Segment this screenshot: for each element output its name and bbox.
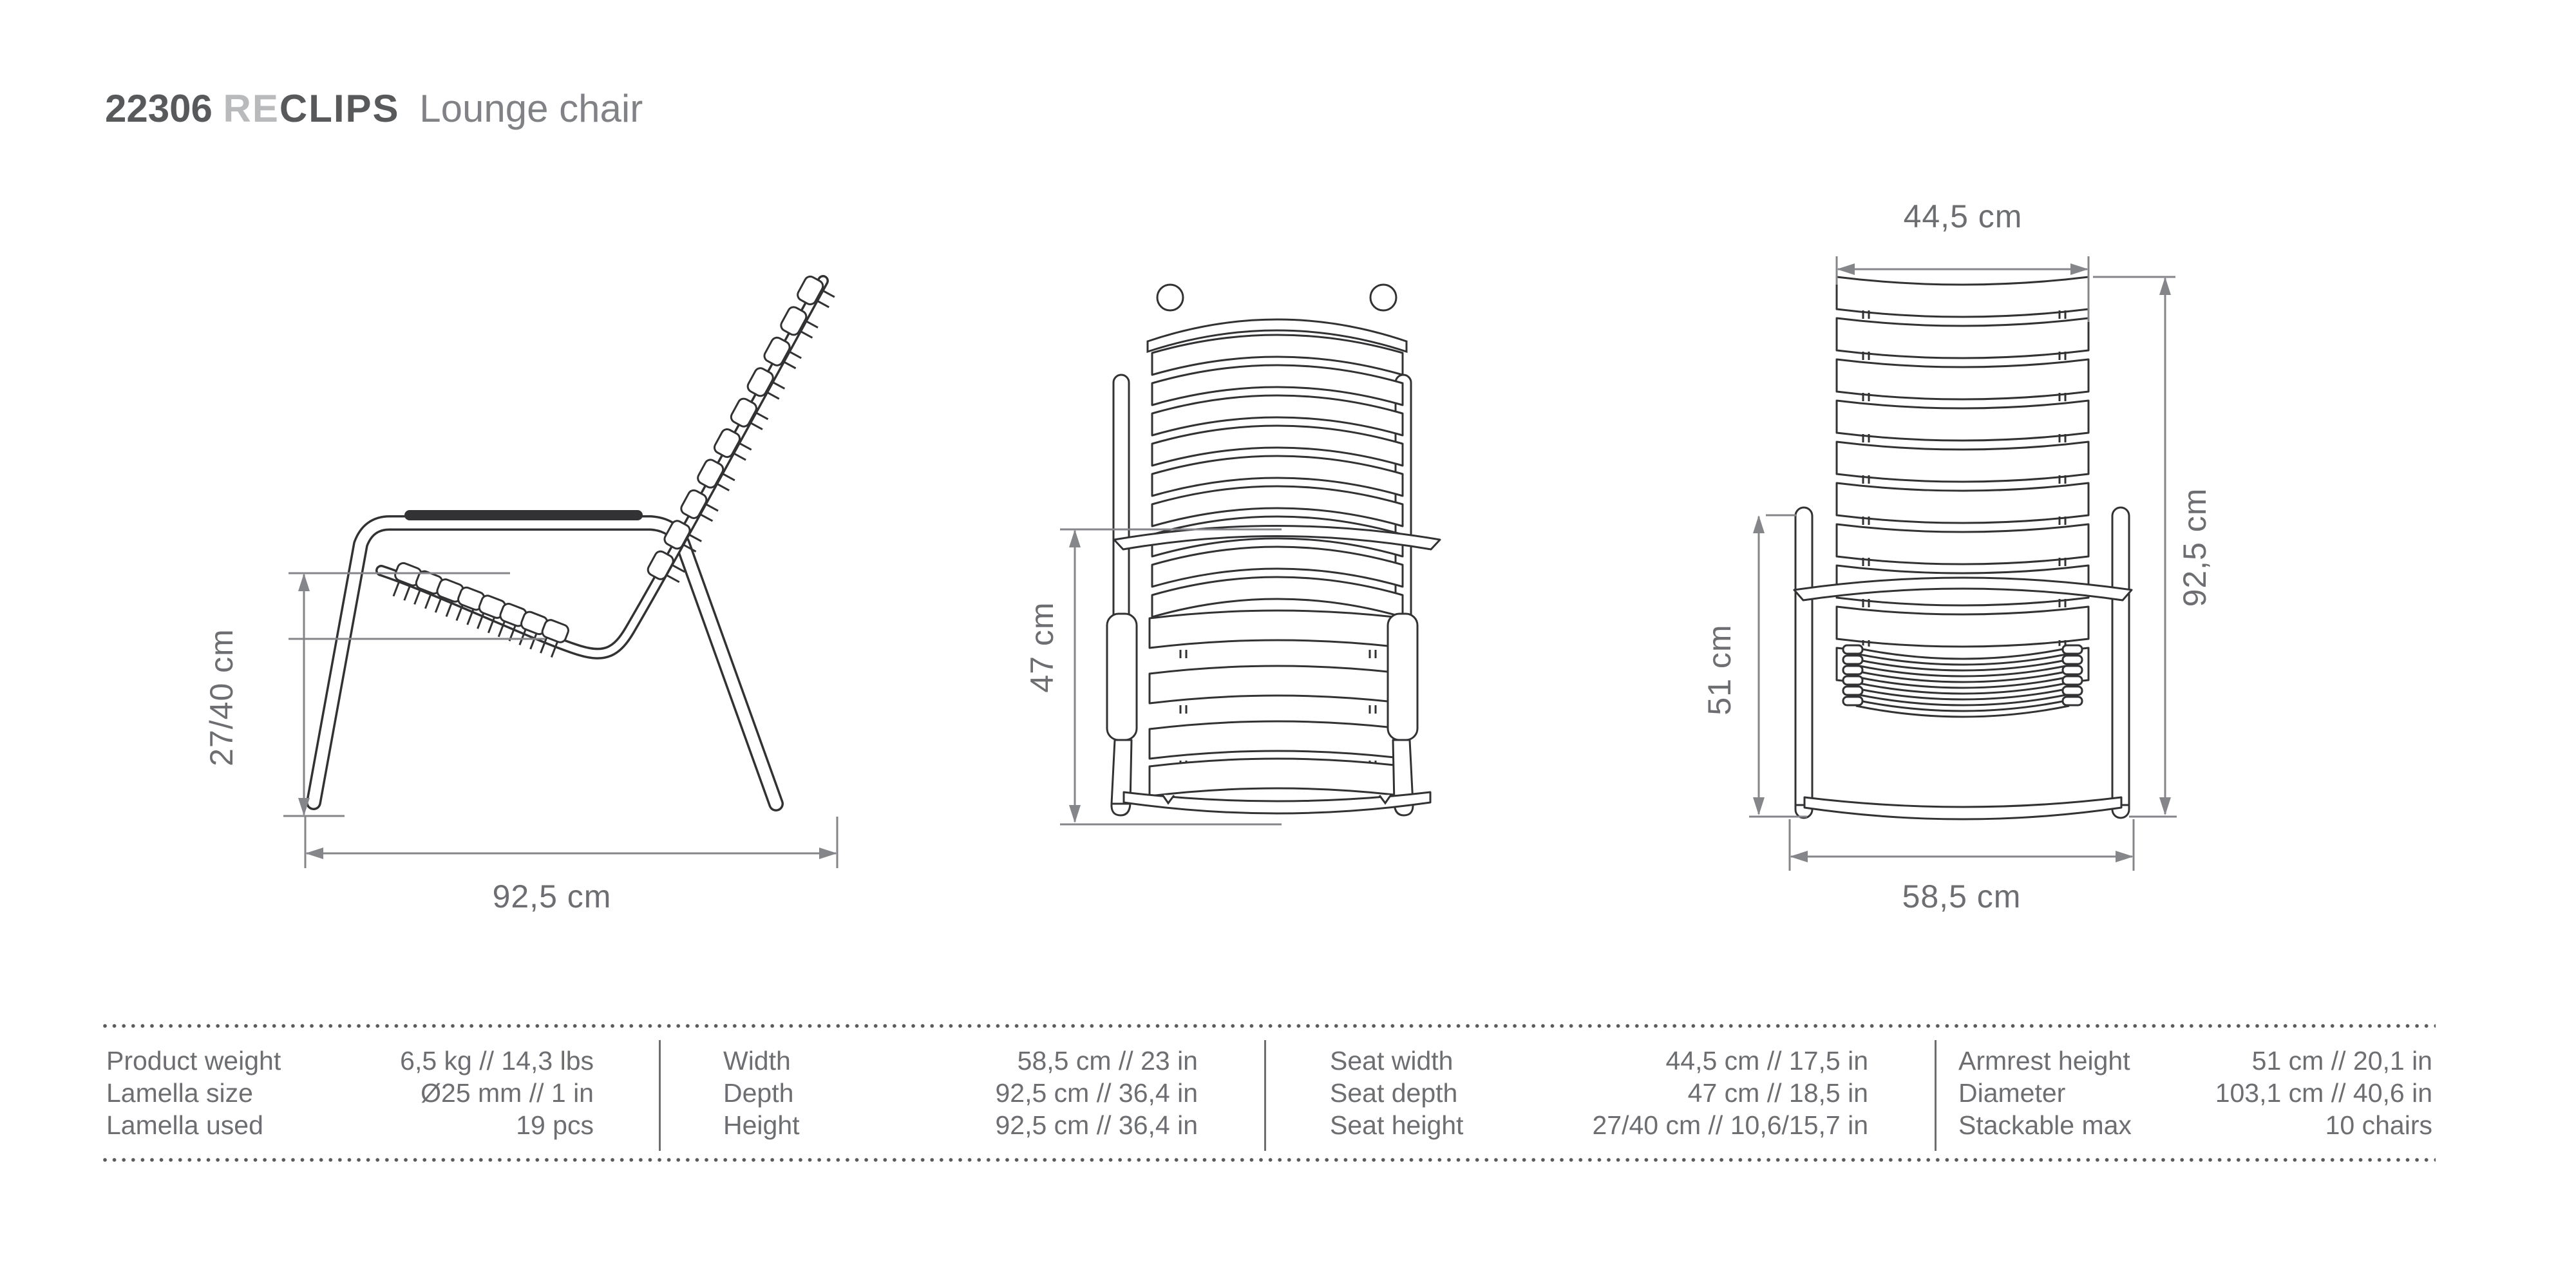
table-row [1958, 1045, 2432, 1077]
spec-value: 47 cm // 18,5 in [1687, 1077, 1868, 1108]
dimension-label-seat-height: 27/40 cm [204, 629, 240, 766]
spec-value: 10 chairs [2325, 1110, 2432, 1140]
spec-label: Stackable max [1958, 1110, 2132, 1140]
spec-label: Product weight [106, 1045, 281, 1076]
dimension-label-armrest-height: 51 cm [1701, 624, 1738, 716]
spec-value: Ø25 mm // 1 in [421, 1077, 594, 1108]
table-row [106, 1045, 594, 1077]
spec-label: Width [723, 1045, 791, 1076]
brand-name-dark: CLIPS [279, 87, 400, 130]
spec-label: Seat width [1330, 1045, 1454, 1076]
table-divider [1264, 1040, 1266, 1151]
spec-column-misc [1958, 1045, 2432, 1141]
spec-column-general [106, 1045, 594, 1141]
dimension-label-width: 58,5 cm [1902, 878, 2022, 915]
spec-label: Diameter [1958, 1077, 2066, 1108]
spec-column-seat [1330, 1045, 1868, 1141]
page-title [105, 89, 643, 129]
spec-label: Lamella used [106, 1110, 263, 1140]
spec-value: 58,5 cm // 23 in [1017, 1045, 1198, 1076]
table-border-top [103, 1024, 2436, 1028]
spec-label: Seat height [1330, 1110, 1464, 1140]
table-row [1330, 1045, 1868, 1077]
table-row [1330, 1077, 1868, 1109]
table-row [1958, 1109, 2432, 1141]
dimension-label-seat-width: 44,5 cm [1903, 198, 2023, 234]
spec-value: 27/40 cm // 10,6/15,7 in [1592, 1110, 1868, 1140]
spec-value: 51 cm // 20,1 in [2251, 1045, 2432, 1076]
table-row [1958, 1077, 2432, 1109]
spec-value: 44,5 cm // 17,5 in [1665, 1045, 1868, 1076]
spec-label: Seat depth [1330, 1077, 1458, 1108]
brand-name-light: RE [223, 87, 279, 130]
table-row [1330, 1109, 1868, 1141]
table-divider [659, 1040, 661, 1151]
spec-label: Depth [723, 1077, 794, 1108]
spec-value: 6,5 kg // 14,3 lbs [400, 1045, 594, 1076]
table-row [723, 1045, 1198, 1077]
spec-value: 19 pcs [516, 1110, 594, 1140]
table-row [723, 1077, 1198, 1109]
spec-label: Armrest height [1958, 1045, 2130, 1076]
back-view-drawing [1674, 180, 2241, 915]
table-row [106, 1077, 594, 1109]
table-border-bottom [103, 1158, 2436, 1162]
dimension-label-seat-depth: 47 cm [1024, 602, 1060, 693]
product-name: Lounge chair [419, 87, 643, 130]
spec-value: 103,1 cm // 40,6 in [2215, 1077, 2432, 1108]
table-row [106, 1109, 594, 1141]
product-id: 22306 [105, 87, 213, 130]
table-row [723, 1109, 1198, 1141]
spec-column-overall [723, 1045, 1198, 1141]
front-view-drawing [1018, 258, 1468, 850]
dimension-label-depth: 92,5 cm [492, 878, 612, 915]
spec-value: 92,5 cm // 36,4 in [995, 1077, 1198, 1108]
spec-value: 92,5 cm // 36,4 in [995, 1110, 1198, 1140]
table-divider [1935, 1040, 1937, 1151]
spec-label: Height [723, 1110, 800, 1140]
side-view-drawing [180, 245, 889, 908]
spec-label: Lamella size [106, 1077, 253, 1108]
dimension-label-height: 92,5 cm [2177, 488, 2213, 607]
